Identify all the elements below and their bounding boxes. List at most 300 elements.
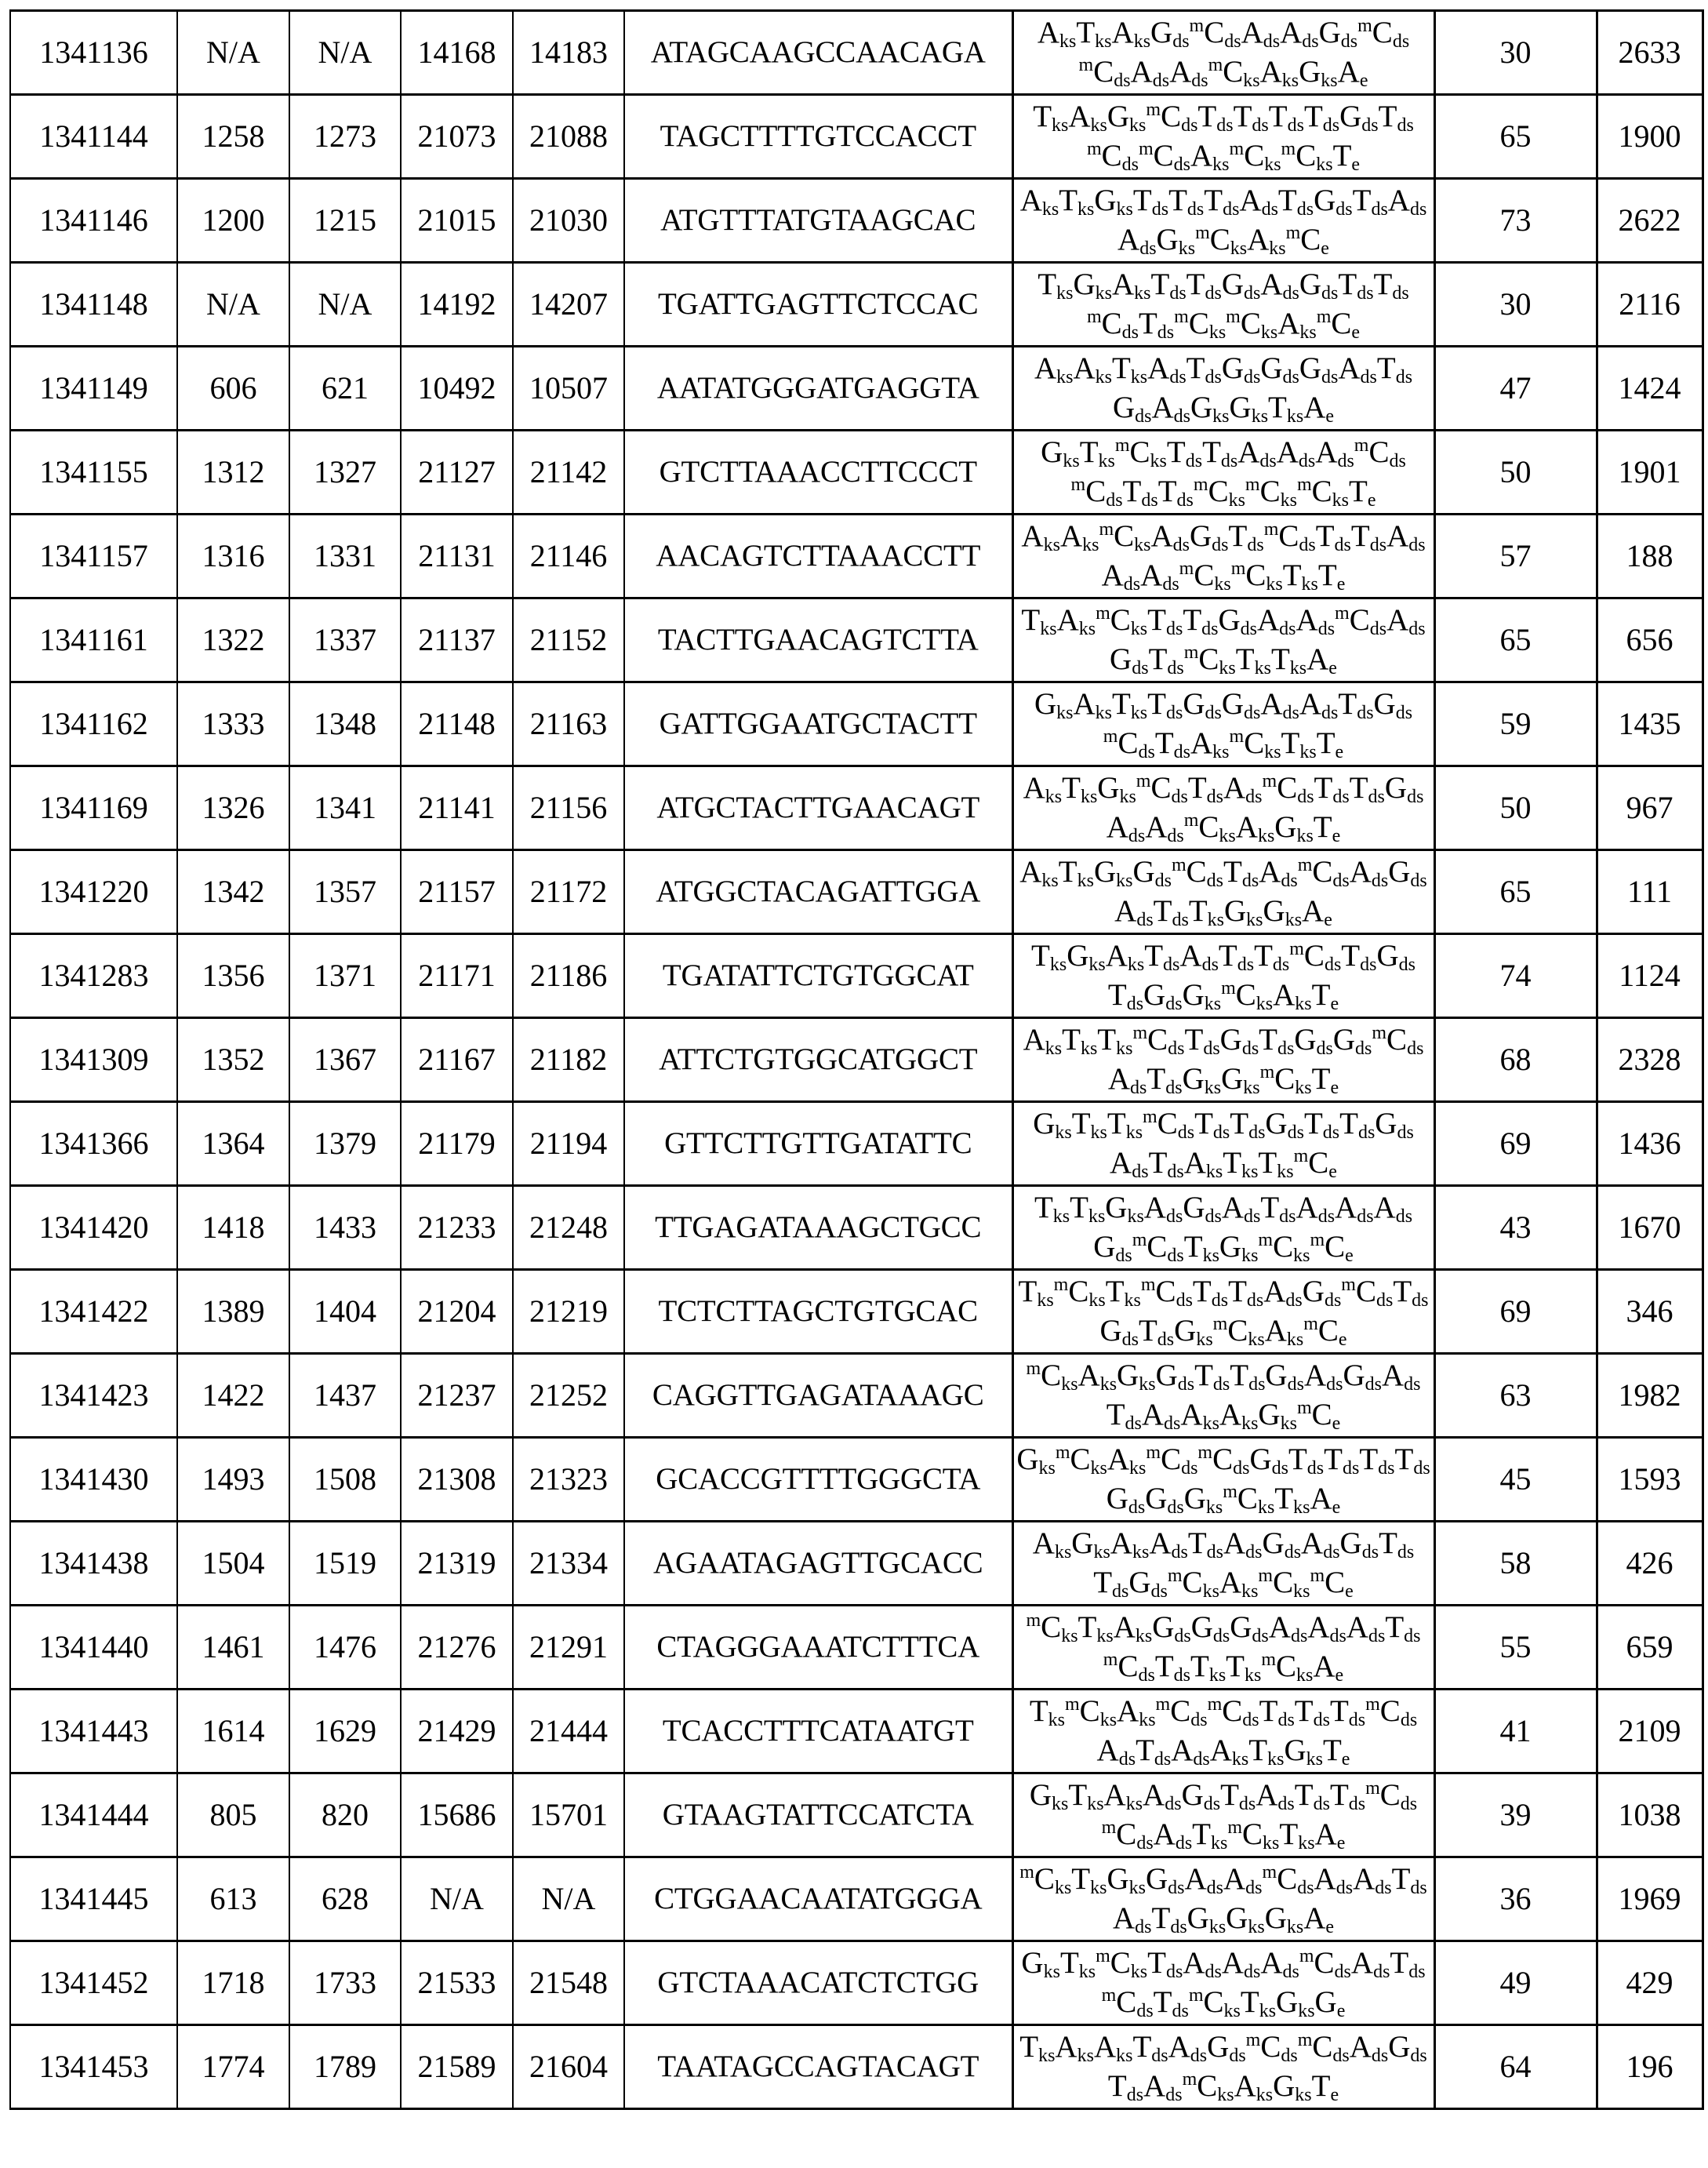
sequence-cell: TAGCTTTTGTCCACCT <box>624 95 1012 179</box>
nucleotide-token: $^mC_{ds}$ <box>1263 519 1316 555</box>
sequence-cell: ATTCTGTGGCATGGCT <box>624 1018 1012 1102</box>
nucleotide-token: $T_e$ <box>1317 558 1346 595</box>
nucleotide-token: $A_{ds}$ <box>1141 1398 1181 1434</box>
nucleotide-token: $A_{ds}$ <box>1151 391 1190 427</box>
nucleotide-token: $T_{ds}$ <box>1338 267 1374 304</box>
nucleotide-token: $A_{ds}$ <box>1169 55 1208 91</box>
nucleotide-token: $G_{ds}$ <box>1221 351 1261 387</box>
nucleotide-token: $T_{ds}$ <box>1349 771 1385 807</box>
nucleotide-token: $T_{ds}$ <box>1350 519 1387 555</box>
nucleotide-token: $^mC_{ds}$ <box>1171 855 1223 891</box>
nucleotide-token: $T_{ds}$ <box>1373 267 1409 304</box>
sequence-cell: TCTCTTAGCTGTGCAC <box>624 1270 1012 1354</box>
nucleotide-token: $T_{ks}$ <box>1034 1191 1070 1227</box>
nucleotide-token: $A_{ds}$ <box>1353 1862 1392 1898</box>
start-site-1-cell: 1418 <box>177 1186 289 1270</box>
stop-site-1-cell: 1273 <box>289 95 401 179</box>
value-cell: 65 <box>1434 95 1597 179</box>
stop-site-1-cell: 1519 <box>289 1522 401 1606</box>
nucleotide-token: $A_{ds}$ <box>1263 1275 1303 1311</box>
stop-site-2-cell: 21219 <box>513 1270 624 1354</box>
nucleotide-token: $T_{ks}$ <box>1079 435 1115 471</box>
table-row <box>10 1941 1703 2025</box>
seq-id-cell: 2109 <box>1597 1690 1703 1773</box>
nucleotide-token: $^mC_e$ <box>1293 1146 1337 1182</box>
nucleotide-token: $T_{ds}$ <box>1303 100 1340 136</box>
stop-site-1-cell: 1215 <box>289 179 401 263</box>
nucleotide-token: $^mC_{ds}$ <box>1262 1862 1314 1898</box>
nucleotide-token: $^mC_{ds}$ <box>1146 100 1198 136</box>
nucleotide-token: $A_{ds}$ <box>1349 2030 1389 2066</box>
nucleotide-token: $G_{ks}$ <box>1156 223 1196 259</box>
nucleotide-token: $A_{ds}$ <box>1280 16 1319 52</box>
nucleotide-token: $A_{ds}$ <box>1268 1610 1308 1646</box>
nucleotide-token: $A_{ds}$ <box>1386 519 1426 555</box>
value-cell: 50 <box>1434 766 1597 850</box>
nucleotide-token: $T_{ds}$ <box>1352 184 1388 220</box>
nucleotide-token: $G_{ks}$ <box>1107 100 1147 136</box>
nucleotide-token: $T_{ks}$ <box>1097 1023 1133 1059</box>
compound-id-cell: 1341452 <box>10 1941 177 2025</box>
nucleotide-token: $T_{ks}$ <box>1274 1482 1310 1518</box>
nucleotide-token: $A_{ks}$ <box>1055 2030 1094 2066</box>
nucleotide-token: $A_{ks}$ <box>1234 2069 1274 2105</box>
start-site-2-cell: 21533 <box>401 1941 513 2025</box>
stop-site-1-cell: N/A <box>289 11 401 95</box>
nucleotide-token: $T_{ds}$ <box>1153 1985 1189 2021</box>
nucleotide-token: $^mC_{ds}$ <box>1365 1694 1418 1730</box>
stop-site-2-cell: 21088 <box>513 95 624 179</box>
stop-site-2-cell: 21163 <box>513 682 624 766</box>
nucleotide-token: $^mC_{ds}$ <box>1103 1650 1155 1686</box>
nucleotide-token: $T_{ks}$ <box>1223 1146 1259 1182</box>
nucleotide-token: $^mC_{ds}$ <box>1207 1694 1259 1730</box>
nucleotide-token: $T_{ks}$ <box>1248 1733 1285 1770</box>
table-row <box>10 598 1703 682</box>
nucleotide-token: $G_{ds}$ <box>1230 1610 1269 1646</box>
chemistry-notation-cell <box>1012 850 1434 934</box>
stop-site-2-cell: 21334 <box>513 1522 624 1606</box>
stop-site-2-cell: 14183 <box>513 11 624 95</box>
nucleotide-token: $A_{ds}$ <box>1276 435 1316 471</box>
nucleotide-token: $^mC_{ks}$ <box>1096 603 1148 639</box>
nucleotide-token: $^mC_{ks}$ <box>1296 475 1349 511</box>
nucleotide-token: $T_{ds}$ <box>1315 519 1351 555</box>
nucleotide-token: $G_{ks}$ <box>1299 55 1338 91</box>
nucleotide-token: $^mC_{ks}$ <box>1065 1694 1117 1730</box>
stop-site-2-cell: 21248 <box>513 1186 624 1270</box>
seq-id-cell: 429 <box>1597 1941 1703 2025</box>
chemistry-notation-cell <box>1012 1606 1434 1690</box>
seq-id-cell: 1593 <box>1597 1438 1703 1522</box>
nucleotide-token: $G_{ks}$ <box>1094 184 1133 220</box>
start-site-1-cell: 1200 <box>177 179 289 263</box>
start-site-1-cell: 1493 <box>177 1438 289 1522</box>
nucleotide-token: $T_{ds}$ <box>1093 1566 1129 1602</box>
nucleotide-token: $T_{ks}$ <box>1038 267 1074 304</box>
nucleotide-token: $T_{ks}$ <box>1279 1817 1315 1853</box>
nucleotide-token: $G_{ds}$ <box>1388 2030 1427 2066</box>
nucleotide-token: $A_{ks}$ <box>1113 1610 1153 1646</box>
start-site-1-cell: 1312 <box>177 431 289 515</box>
stop-site-2-cell: 21194 <box>513 1102 624 1186</box>
compound-id-cell: 1341453 <box>10 2025 177 2109</box>
chemistry-notation-cell <box>1012 1102 1434 1186</box>
nucleotide-token: $G_{ks}$ <box>1029 1778 1069 1814</box>
sequence-cell: ATGCTACTTGAACAGT <box>624 766 1012 850</box>
stop-site-2-cell: 21172 <box>513 850 624 934</box>
stop-site-1-cell: 1404 <box>289 1270 401 1354</box>
sequence-cell: TCACCTTTCATAATGT <box>624 1690 1012 1773</box>
nucleotide-token: $T_{ds}$ <box>1324 1442 1360 1479</box>
nucleotide-token: $G_{ds}$ <box>1318 16 1358 52</box>
nucleotide-token: $G_{ds}$ <box>1388 855 1427 891</box>
value-cell: 57 <box>1434 515 1597 598</box>
value-cell: 36 <box>1434 1857 1597 1941</box>
nucleotide-token: $G_{ks}$ <box>1224 894 1263 930</box>
nucleotide-token: $T_{ks}$ <box>1031 939 1067 975</box>
nucleotide-token: $G_{ks}$ <box>1182 978 1222 1014</box>
nucleotide-token: $T_{ds}$ <box>1184 1023 1220 1059</box>
start-site-2-cell: 21179 <box>401 1102 513 1186</box>
value-cell: 58 <box>1434 1522 1597 1606</box>
compound-id-cell: 1341366 <box>10 1102 177 1186</box>
chemistry-notation-cell <box>1012 766 1434 850</box>
start-site-1-cell: 805 <box>177 1773 289 1857</box>
nucleotide-token: $G_{ks}$ <box>1274 810 1314 846</box>
sequence-cell: AATATGGGATGAGGTA <box>624 347 1012 431</box>
stop-site-1-cell: 621 <box>289 347 401 431</box>
nucleotide-token: $T_{ds}$ <box>1254 939 1290 975</box>
nucleotide-token: $T_{ds}$ <box>1106 1398 1142 1434</box>
value-cell: 59 <box>1434 682 1597 766</box>
nucleotide-token: $T_{ds}$ <box>1230 1359 1266 1395</box>
nucleotide-token: $A_{ds}$ <box>1338 351 1377 387</box>
start-site-1-cell: 1364 <box>177 1102 289 1186</box>
nucleotide-token: $A_{ds}$ <box>1350 1946 1390 1982</box>
nucleotide-token: $^mC_{ks}$ <box>1195 223 1248 259</box>
nucleotide-token: $A_{ks}$ <box>1077 1359 1117 1395</box>
nucleotide-token: $A_{ks}$ <box>1021 519 1060 555</box>
nucleotide-token: $T_{ds}$ <box>1204 184 1240 220</box>
nucleotide-token: $A_e$ <box>1303 391 1335 427</box>
nucleotide-token: $T_{ds}$ <box>1390 1946 1426 1982</box>
seq-id-cell: 659 <box>1597 1606 1703 1690</box>
sequence-cell: AACAGTCTTAAACCTT <box>624 515 1012 598</box>
nucleotide-token: $G_{ks}$ <box>1105 1191 1144 1227</box>
stop-site-1-cell: 1629 <box>289 1690 401 1773</box>
seq-id-cell: 1901 <box>1597 431 1703 515</box>
start-site-1-cell: 1342 <box>177 850 289 934</box>
nucleotide-token: $A_{ks}$ <box>1277 307 1317 343</box>
nucleotide-token: $T_{ds}$ <box>1151 1901 1187 1937</box>
start-site-1-cell: 1718 <box>177 1941 289 2025</box>
nucleotide-token: $T_{ks}$ <box>1192 1817 1228 1853</box>
nucleotide-token: $G_{ds}$ <box>1183 1191 1222 1227</box>
nucleotide-token: $T_e$ <box>1311 978 1339 1014</box>
table-row <box>10 1522 1703 1606</box>
nucleotide-token: $A_{ds}$ <box>1130 55 1170 91</box>
nucleotide-token: $T_{ds}$ <box>1132 184 1169 220</box>
nucleotide-token: $G_{ks}$ <box>1219 1230 1259 1266</box>
nucleotide-token: $T_{ds}$ <box>1218 939 1255 975</box>
nucleotide-token: $A_{ds}$ <box>1260 1946 1299 1982</box>
nucleotide-token: $^mC_{ks}$ <box>1179 558 1231 595</box>
nucleotide-token: $T_{ds}$ <box>1359 1442 1395 1479</box>
nucleotide-token: $G_{ds}$ <box>1265 1107 1304 1143</box>
table-row <box>10 179 1703 263</box>
nucleotide-token: $T_{ks}$ <box>1226 1650 1262 1686</box>
nucleotide-token: $T_{ds}$ <box>1194 1359 1230 1395</box>
nucleotide-token: $^mC_{ks}$ <box>1208 55 1260 91</box>
stop-site-1-cell: 1341 <box>289 766 401 850</box>
sequence-cell: GTCTTAAACCTTCCCT <box>624 431 1012 515</box>
nucleotide-token: $G_{ks}$ <box>1229 391 1269 427</box>
table-row <box>10 1773 1703 1857</box>
nucleotide-token: $A_{ks}$ <box>1190 139 1230 175</box>
table-row <box>10 347 1703 431</box>
stop-site-1-cell: 1371 <box>289 934 401 1018</box>
nucleotide-token: $^mC_{ks}$ <box>1019 1862 1072 1898</box>
nucleotide-token: $^mC_{ks}$ <box>1258 1566 1310 1602</box>
sequence-cell: ATGGCTACAGATTGGA <box>624 850 1012 934</box>
value-cell: 74 <box>1434 934 1597 1018</box>
nucleotide-token: $A_{ds}$ <box>1296 603 1336 639</box>
stop-site-2-cell: 21252 <box>513 1354 624 1438</box>
nucleotide-token: $^mC_{ds}$ <box>1132 1023 1185 1059</box>
nucleotide-token: $T_{ds}$ <box>1303 1107 1340 1143</box>
nucleotide-token: $G_{ds}$ <box>1190 519 1229 555</box>
nucleotide-token: $G_{ks}$ <box>1258 1398 1297 1434</box>
start-site-2-cell: 21127 <box>401 431 513 515</box>
seq-id-cell: 1124 <box>1597 934 1703 1018</box>
nucleotide-token: $T_{ds}$ <box>1338 687 1374 723</box>
stop-site-2-cell: 21604 <box>513 2025 624 2109</box>
nucleotide-token: $A_{ks}$ <box>1105 939 1145 975</box>
nucleotide-token: $^mC_{ds}$ <box>1138 139 1190 175</box>
nucleotide-token: $G_{ks}$ <box>1071 1526 1110 1562</box>
nucleotide-token: $A_{ds}$ <box>1349 855 1389 891</box>
table-row <box>10 1018 1703 1102</box>
seq-id-cell: 196 <box>1597 2025 1703 2109</box>
nucleotide-token: $^mC_{ks}$ <box>1053 1275 1106 1311</box>
sequence-cell: CTGGAACAATATGGGA <box>624 1857 1012 1941</box>
nucleotide-token: $G_{ks}$ <box>1107 1862 1146 1898</box>
seq-id-cell: 1424 <box>1597 347 1703 431</box>
nucleotide-token: $^mC_{ks}$ <box>1114 435 1167 471</box>
stop-site-1-cell: 1331 <box>289 515 401 598</box>
table-body <box>10 11 1703 2109</box>
nucleotide-token: $A_{ds}$ <box>1386 603 1426 639</box>
nucleotide-token: $A_{ds}$ <box>1143 2069 1183 2105</box>
start-site-2-cell: 21233 <box>401 1186 513 1270</box>
start-site-1-cell: N/A <box>177 263 289 347</box>
nucleotide-token: $A_{ks}$ <box>1034 351 1074 387</box>
start-site-2-cell: 10492 <box>401 347 513 431</box>
nucleotide-token: $^mC_e$ <box>1310 1566 1354 1602</box>
nucleotide-token: $^mC_{ds}$ <box>1354 435 1406 471</box>
seq-id-cell: 1435 <box>1597 682 1703 766</box>
nucleotide-token: $^mC_{ds}$ <box>1146 1442 1198 1479</box>
nucleotide-token: $T_{ks}$ <box>1258 1146 1294 1182</box>
nucleotide-token: $T_{ds}$ <box>1220 1778 1256 1814</box>
nucleotide-token: $A_e$ <box>1314 1817 1346 1853</box>
chemistry-notation-cell <box>1012 1857 1434 1941</box>
chemistry-notation-cell <box>1012 431 1434 515</box>
nucleotide-token: $T_{ds}$ <box>1314 771 1350 807</box>
nucleotide-token: $G_{ks}$ <box>1226 1901 1265 1937</box>
nucleotide-token: $T_{ds}$ <box>1230 1107 1266 1143</box>
stop-site-1-cell: 1337 <box>289 598 401 682</box>
nucleotide-token: $G_{ks}$ <box>1190 391 1230 427</box>
nucleotide-token: $^mC_{ks}$ <box>1230 558 1283 595</box>
nucleotide-token: $A_{ds}$ <box>1257 603 1296 639</box>
nucleotide-token: $G_{ds}$ <box>1262 1526 1302 1562</box>
nucleotide-token: $^mC_{ds}$ <box>1372 1023 1424 1059</box>
nucleotide-token: $A_{ks}$ <box>1110 1526 1150 1562</box>
compound-id-cell: 1341422 <box>10 1270 177 1354</box>
stop-site-2-cell: 21156 <box>513 766 624 850</box>
nucleotide-token: $T_{ks}$ <box>1111 351 1148 387</box>
sequence-cell: TAATAGCCAGTACAGT <box>624 2025 1012 2109</box>
value-cell: 55 <box>1434 1606 1597 1690</box>
nucleotide-token: $^mC_{ks}$ <box>1229 139 1281 175</box>
nucleotide-token: $^mC_{ds}$ <box>1136 771 1188 807</box>
chemistry-notation-cell <box>1012 682 1434 766</box>
nucleotide-token: $G_{ds}$ <box>1343 1359 1382 1395</box>
nucleotide-token: $T_{ds}$ <box>1393 1275 1429 1311</box>
nucleotide-token: $^mC_{ds}$ <box>1101 1985 1154 2021</box>
nucleotide-token: $A_e$ <box>1310 1482 1341 1518</box>
nucleotide-token: $G_{ds}$ <box>1249 1442 1288 1479</box>
nucleotide-token: $G_{ds}$ <box>1384 771 1424 807</box>
nucleotide-token: $T_{ds}$ <box>1294 1694 1330 1730</box>
nucleotide-token: $T_{ds}$ <box>1122 475 1158 511</box>
table-row <box>10 1354 1703 1438</box>
nucleotide-token: $G_{ds}$ <box>1339 1526 1379 1562</box>
nucleotide-token: $T_{ds}$ <box>1154 726 1190 762</box>
nucleotide-token: $G_{ks}$ <box>1073 267 1112 304</box>
nucleotide-token: $A_{ds}$ <box>1373 1191 1413 1227</box>
start-site-2-cell: 21171 <box>401 934 513 1018</box>
nucleotide-token: $T_{ds}$ <box>1138 1314 1175 1350</box>
nucleotide-token: $T_{ds}$ <box>1147 687 1183 723</box>
compound-id-cell: 1341144 <box>10 95 177 179</box>
nucleotide-token: $G_{ds}$ <box>1152 1610 1191 1646</box>
sequence-cell: GTCTAAACATCTCTGG <box>624 1941 1012 2025</box>
nucleotide-token: $A_{ds}$ <box>1241 16 1281 52</box>
stop-site-2-cell: 15701 <box>513 1773 624 1857</box>
start-site-2-cell: 21237 <box>401 1354 513 1438</box>
nucleotide-token: $A_{ds}$ <box>1114 894 1154 930</box>
nucleotide-token: $G_{ds}$ <box>1218 603 1257 639</box>
start-site-1-cell: 1614 <box>177 1690 289 1773</box>
nucleotide-token: $G_{ds}$ <box>1145 1862 1185 1898</box>
nucleotide-token: $A_{ks}$ <box>1073 351 1112 387</box>
nucleotide-token: $A_{ds}$ <box>1110 1146 1149 1182</box>
nucleotide-token: $A_{ks}$ <box>1073 687 1112 723</box>
compound-id-cell: 1341220 <box>10 850 177 934</box>
seq-id-cell: 1038 <box>1597 1773 1703 1857</box>
nucleotide-token: $T_{ds}$ <box>1168 184 1205 220</box>
nucleotide-token: $G_{ks}$ <box>1093 855 1133 891</box>
nucleotide-token: $G_{ds}$ <box>1132 855 1172 891</box>
nucleotide-token: $T_{ds}$ <box>1329 1778 1366 1814</box>
nucleotide-token: $G_{ds}$ <box>1373 687 1413 723</box>
nucleotide-token: $A_{ds}$ <box>1107 1062 1147 1098</box>
nucleotide-token: $^mC_{ks}$ <box>1226 307 1278 343</box>
nucleotide-token: $^mC_{ds}$ <box>1262 771 1314 807</box>
nucleotide-token: $T_{ds}$ <box>1376 351 1413 387</box>
value-cell: 65 <box>1434 598 1597 682</box>
nucleotide-token: $T_{ds}$ <box>1187 1526 1223 1562</box>
start-site-2-cell: 21073 <box>401 95 513 179</box>
nucleotide-token: $T_{ks}$ <box>1077 1610 1114 1646</box>
nucleotide-token: $G_{ds}$ <box>1299 351 1339 387</box>
nucleotide-token: $G_{ks}$ <box>1221 1062 1260 1098</box>
sequence-cell: CAGGTTGAGATAAAGC <box>624 1354 1012 1438</box>
nucleotide-token: $^mC_{ks}$ <box>1245 475 1297 511</box>
seq-id-cell: 2633 <box>1597 11 1703 95</box>
start-site-1-cell: 1258 <box>177 95 289 179</box>
table-row <box>10 682 1703 766</box>
start-site-2-cell: 21204 <box>401 1270 513 1354</box>
compound-id-cell: 1341440 <box>10 1606 177 1690</box>
sequence-cell: CTAGGGAAATCTTTCA <box>624 1606 1012 1690</box>
start-site-1-cell: 1333 <box>177 682 289 766</box>
nucleotide-token: $T_{ds}$ <box>1294 1778 1330 1814</box>
nucleotide-token: $G_{ds}$ <box>1339 100 1379 136</box>
nucleotide-token: $A_{ks}$ <box>1032 1526 1072 1562</box>
nucleotide-token: $G_{ks}$ <box>1034 687 1074 723</box>
nucleotide-token: $^mC_{ks}$ <box>1096 1946 1148 1982</box>
nucleotide-token: $A_{ds}$ <box>1387 184 1427 220</box>
nucleotide-token: $G_{ds}$ <box>1183 687 1222 723</box>
nucleotide-token: $^mC_{ds}$ <box>1101 1817 1154 1853</box>
sequence-cell: TTGAGATAAAGCTGCC <box>624 1186 1012 1270</box>
nucleotide-token: $A_{ks}$ <box>1093 2030 1133 2066</box>
seq-id-cell: 188 <box>1597 515 1703 598</box>
nucleotide-token: $T_{ds}$ <box>1157 475 1194 511</box>
start-site-2-cell: 21131 <box>401 515 513 598</box>
nucleotide-token: $G_{ds}$ <box>1219 1023 1259 1059</box>
chemistry-notation-cell <box>1012 179 1434 263</box>
nucleotide-token: $^mC_{ks}$ <box>1183 642 1236 678</box>
table-row <box>10 2025 1703 2109</box>
nucleotide-token: $G_{ds}$ <box>1106 1482 1146 1518</box>
start-site-2-cell: 21148 <box>401 682 513 766</box>
start-site-1-cell: 1322 <box>177 598 289 682</box>
nucleotide-token: $^mC_{ks}$ <box>1223 1482 1275 1518</box>
chemistry-notation-cell <box>1012 347 1434 431</box>
sequence-cell: TGATATTCTGTGGCAT <box>624 934 1012 1018</box>
nucleotide-token: $G_{ds}$ <box>1143 978 1183 1014</box>
compound-id-cell: 1341438 <box>10 1522 177 1606</box>
nucleotide-token: $A_{ds}$ <box>1237 435 1277 471</box>
nucleotide-token: $G_{ds}$ <box>1332 1023 1372 1059</box>
stop-site-1-cell: 1327 <box>289 431 401 515</box>
nucleotide-token: $T_e$ <box>1311 2069 1339 2105</box>
nucleotide-token: $G_{ks}$ <box>1182 1062 1222 1098</box>
value-cell: 64 <box>1434 2025 1597 2109</box>
start-site-2-cell: 15686 <box>401 1773 513 1857</box>
stop-site-2-cell: 21444 <box>513 1690 624 1773</box>
nucleotide-token: $A_{ds}$ <box>1140 558 1179 595</box>
nucleotide-token: $G_{ds}$ <box>1145 1482 1184 1518</box>
nucleotide-token: $T_{ds}$ <box>1260 1191 1296 1227</box>
nucleotide-token: $T_{ds}$ <box>1183 603 1219 639</box>
nucleotide-token: $T_{ks}$ <box>1062 1023 1098 1059</box>
